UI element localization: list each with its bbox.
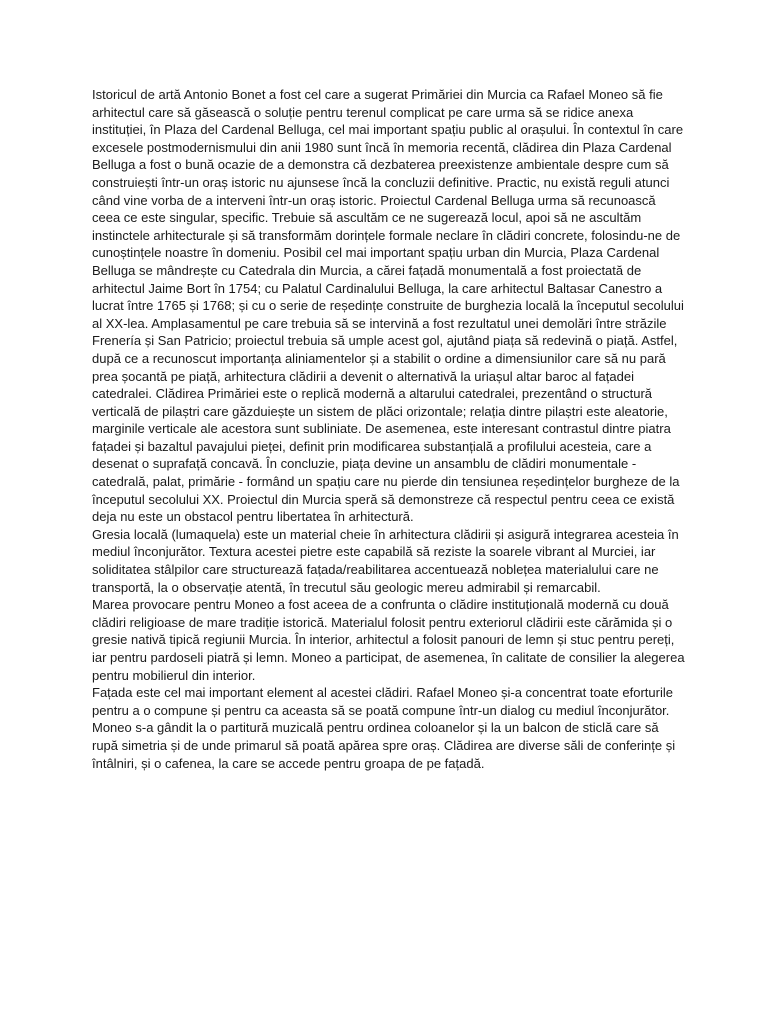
- paragraph-facade: Fațada este cel mai important element al acestei clădiri. Rafael Moneo și-a concentrat toate eforturile pentru a o compune și pentru ca aceasta să se poată compune într-un dialog cu mediul înconjurător. Moneo s-a gândit la o partitură muzicală pentru ordinea coloanelor și la un balcon de sticlă care să rupă simetria și de unde primarul să poată apărea spre oraș. Clădirea are diverse săli de conferințe și întâlniri, și o cafenea, la care se accede pentru groapa de pe fațadă.: [92, 685, 676, 771]
- document-body: [92, 86, 687, 772]
- paragraph-history: Istoricul de artă Antonio Bonet a fost cel care a sugerat Primăriei din Murcia ca Rafael Moneo să fie arhitectul care să găsească o soluție pentru terenul complicat pe care urma să se ridice anexa instituției, în Plaza del Cardenal Belluga, cel mai important spațiu public al orașului. În contextul în care excesele postmodernismului din anii 1980 sunt încă în memoria recentă, clădirea din Plaza Cardenal Belluga a fost o bună ocazie de a demonstra că dezbaterea preexistenze ambientale despre cum să construiești într-un oraș istoric nu ajunsese încă la concluzii definitive. Practic, nu există reguli atunci când vine vorba de a interveni într-un oraș istoric. Proiectul Cardenal Belluga urma să recunoască ceea ce este singular, specific. Trebuie să ascultăm ce ne sugerează locul, apoi să ne ascultăm instinctele arhitecturale și să transformăm dorințele formale neclare în clădiri concrete, folosindu-ne de cunoștințele noastre în domeniu. Posibil cel mai important spațiu urban din Murcia, Plaza Cardenal Belluga se mândrește cu Catedrala din Murcia, a cărei fațadă monumentală a fost proiectată de arhitectul Jaime Bort în 1754; cu Palatul Cardinalului Belluga, la care arhitectul Baltasar Canestro a lucrat între 1765 și 1768; și cu o serie de reședințe construite de burghezia locală la începutul secolului al XX-lea. Amplasamentul pe care trebuia să se intervină a fost rezultatul unei demolări între străzile Frenería și San Patricio; proiectul trebuia să umple acest gol, ajutând piața să redevină o piață. Astfel, după ce a recunoscut importanța aliniamentelor și a stabilit o ordine a dimensiunilor care să nu pară prea șocantă pe piață, arhitectura clădirii a devenit o alternativă la uriașul altar baroc al fațadei catedralei. Clădirea Primăriei este o replică modernă a altarului catedralei, prezentând o structură verticală de pilaștri care găzduiește un sistem de plăci orizontale; relația dintre pilaștri este aleatorie, marginile verticale ale acestora sunt subliniate. De asemenea, este interesant contrastul dintre piatra fațadei și bazaltul pavajului pieței, definit prin modificarea substanțială a profilului acesteia, care a desenat o suprafață concavă. În concluzie, piața devine un ansamblu de clădiri monumentale - catedrală, palat, primărie - formând un spațiu care nu pierde din tensiunea reședințelor burgheze de la începutul secolului XX. Proiectul din Murcia speră să demonstreze că respectul pentru ceea ce există deja nu este un obstacol pentru libertatea în arhitectură.: [92, 87, 684, 525]
- paragraph-challenge: Marea provocare pentru Moneo a fost aceea de a confrunta o clădire instituțională modernă cu două clădiri religioase de mare tradiție istorică. Materialul folosit pentru exteriorul clădirii este cărămida și o gresie nativă tipică regiunii Murcia. În interior, arhitectul a folosit panouri de lemn și stuc pentru pereți, iar pentru pardoseli piatră și lemn. Moneo a participat, de asemenea, în calitate de consilier la alegerea pentru mobilierul din interior.: [92, 597, 685, 683]
- paragraph-material: Gresia locală (lumaquela) este un material cheie în arhitectura clădirii și asigură integrarea acesteia în mediul înconjurător. Textura acestei pietre este capabilă să reziste la soarele vibrant al Murciei, iar soliditatea stâlpilor care structurează fațada/reabilitarea accentuează noblețea materialului care ne transportă, la o observație atentă, în trecutul său geologic mereu admirabil și remarcabil.: [92, 526, 679, 595]
